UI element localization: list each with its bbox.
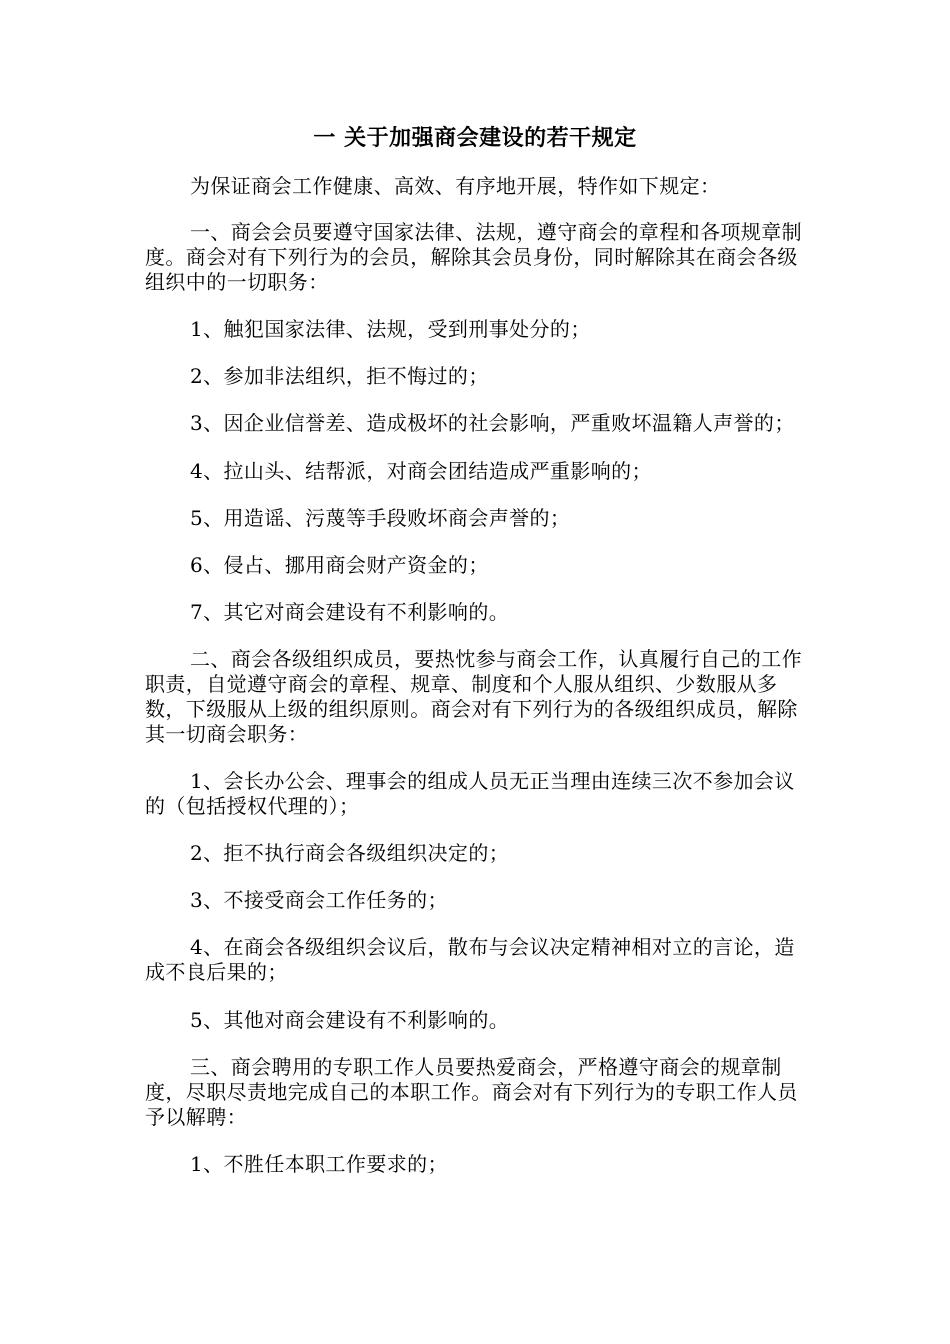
list-item: 1、会长办公会、理事会的组成人员无正当理由连续三次不参加会议的（包括授权代理的）；	[145, 769, 795, 818]
list-item: 1、不胜任本职工作要求的；	[190, 1152, 448, 1176]
list-item: 2、拒不执行商会各级组织决定的；	[190, 841, 510, 865]
list-item: 2、参加非法组织，拒不悔过的；	[190, 364, 489, 388]
paragraph-section-2: 二、商会各级组织成员，要热忱参与商会工作，认真履行自己的工作职责，自觉遵守商会的章程、规章、制度和个人服从组织、少数服从多数，下级服从上级的组织原则。商会对有下列行为的各级组织成员，解除其一切商会职务：	[145, 647, 802, 746]
list-item: 6、侵占、挪用商会财产资金的；	[190, 553, 489, 577]
list-item: 7、其它对商会建设有不利影响的。	[190, 600, 510, 624]
paragraph-section-1: 一、商会会员要遵守国家法律、法规，遵守商会的章程和各项规章制度。商会对有下列行为的会员，解除其会员身份，同时解除其在商会各级组织中的一切职务：	[145, 220, 802, 294]
document-title: 一 关于加强商会建设的若干规定	[313, 125, 637, 151]
list-item: 5、其他对商会建设有不利影响的。	[190, 1008, 510, 1032]
list-item: 5、用造谣、污蔑等手段败坏商会声誉的；	[190, 506, 571, 530]
list-item: 1、触犯国家法律、法规，受到刑事处分的；	[190, 317, 591, 341]
list-item: 4、在商会各级组织会议后，散布与会议决定精神相对立的言论，造成不良后果的；	[145, 935, 795, 984]
paragraph-intro: 为保证商会工作健康、高效、有序地开展，特作如下规定：	[190, 174, 721, 198]
list-item: 4、拉山头、结帮派，对商会团结造成严重影响的；	[190, 459, 652, 483]
list-item: 3、因企业信誉差、造成极坏的社会影响，严重败坏温籍人声誉的；	[190, 411, 795, 435]
list-item: 3、不接受商会工作任务的；	[190, 888, 448, 912]
paragraph-section-3: 三、商会聘用的专职工作人员要热爱商会，严格遵守商会的规章制度，尽职尽责地完成自己的本职工作。商会对有下列行为的专职工作人员予以解聘：	[145, 1055, 798, 1129]
